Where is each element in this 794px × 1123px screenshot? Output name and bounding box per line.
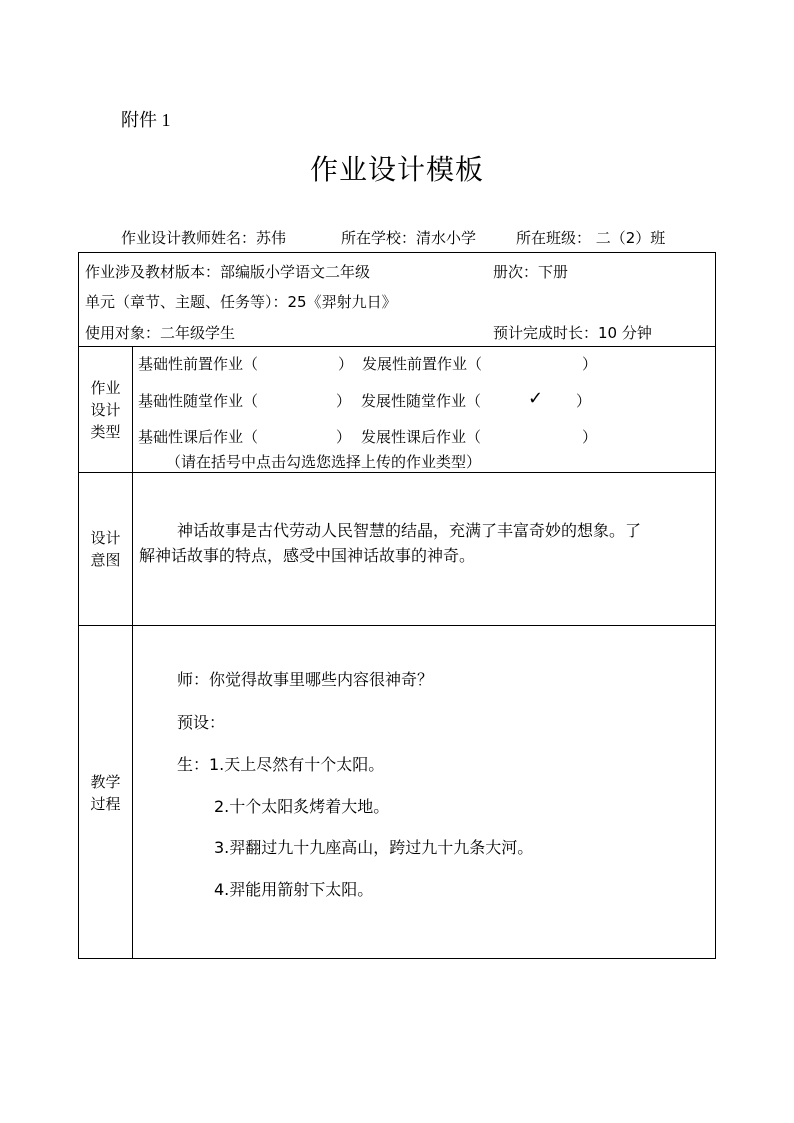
student-answer: 2.十个太阳炙烤着大地。 — [214, 797, 390, 816]
student-answer: 生：1.天上尽然有十个太阳。 — [177, 755, 385, 774]
intent-text-line2: 解神话故事的特点，感受中国神话故事的神奇。 — [139, 546, 476, 565]
student-answer: 3.羿翻过九十九座高山，跨过九十九条大河。 — [214, 838, 534, 857]
intent-text-line1: 神话故事是古代劳动人民智慧的结晶，充满了丰富奇妙的想象。了 — [177, 521, 642, 540]
bracket-close: ） — [338, 355, 354, 373]
unit: 单元（章节、主题、任务等）：25《羿射九日》 — [85, 293, 397, 311]
process-label: 教学 过程 — [90, 773, 121, 813]
table-border-top — [78, 252, 716, 253]
teacher-name: 作业设计教师姓名：苏伟 — [121, 229, 287, 247]
check-icon[interactable]: ✓ — [528, 388, 544, 409]
types-hint: （请在括号中点击勾选您选择上传的作业类型） — [166, 453, 482, 471]
textbook-version: 作业涉及教材版本：部编版小学语文二年级 — [85, 263, 371, 281]
option-basic-pre[interactable]: 基础性前置作业（ — [138, 355, 259, 373]
volume: 册次：下册 — [493, 263, 569, 281]
estimated-duration: 预计完成时长：10 分钟 — [493, 324, 652, 342]
school-name: 所在学校：清水小学 — [341, 229, 477, 247]
table-border-right — [715, 252, 716, 959]
bracket-close: ） — [582, 355, 598, 373]
bracket-close: ） — [336, 428, 352, 446]
target-users: 使用对象：二年级学生 — [85, 324, 236, 342]
table-divider — [78, 625, 716, 626]
intent-label: 设计 意图 — [90, 529, 121, 569]
table-divider — [78, 472, 716, 473]
teacher-question: 师：你觉得故事里哪些内容很神奇？ — [177, 670, 434, 689]
table-border-bottom — [78, 958, 716, 959]
bracket-close: ） — [582, 428, 598, 446]
student-answer: 4.羿能用箭射下太阳。 — [214, 880, 374, 899]
class-name: 所在班级： 二（2）班 — [516, 229, 666, 247]
bracket-close: ） — [576, 392, 592, 410]
table-border-left — [78, 252, 79, 959]
preset-label: 预设： — [177, 713, 226, 732]
bracket-close: ） — [336, 392, 352, 410]
option-dev-class[interactable]: 发展性随堂作业（ — [361, 392, 482, 410]
types-label: 作业 设计 类型 — [90, 379, 121, 441]
attachment-label: 附件 1 — [121, 110, 171, 130]
table-divider — [78, 346, 716, 347]
option-basic-after[interactable]: 基础性课后作业（ — [138, 428, 259, 446]
page-title: 作业设计模板 — [309, 153, 484, 186]
option-dev-after[interactable]: 发展性课后作业（ — [361, 428, 482, 446]
option-dev-pre[interactable]: 发展性前置作业（ — [362, 355, 483, 373]
option-basic-class[interactable]: 基础性随堂作业（ — [138, 392, 259, 410]
table-column-divider — [132, 346, 133, 959]
